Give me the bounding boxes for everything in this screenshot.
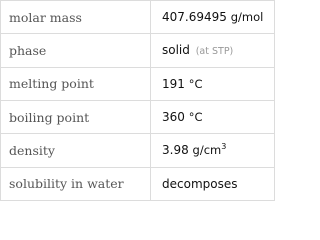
table-row-molar-mass (1, 1, 275, 34)
property-label: melting point (1, 67, 151, 100)
table-row-phase (1, 34, 275, 67)
property-value-cell (151, 34, 275, 67)
property-unit: °C (188, 110, 203, 125)
property-unit: g/mol (230, 10, 264, 25)
property-value: 3.98 (162, 143, 189, 158)
property-label: solubility in water (1, 167, 151, 200)
property-value-cell (151, 134, 275, 167)
property-value-cell (151, 67, 275, 100)
table-row-melting-point (1, 67, 275, 100)
property-qualifier: (at STP) (195, 46, 234, 58)
property-value-cell (151, 1, 275, 34)
table-row-solubility (1, 167, 275, 200)
property-value: 407.69495 (162, 10, 227, 25)
property-label: molar mass (1, 1, 151, 34)
property-value: 191 (162, 76, 185, 91)
property-value-cell (151, 167, 275, 200)
property-value-cell (151, 100, 275, 133)
property-unit: °C (188, 76, 203, 91)
table-row-boiling-point (1, 100, 275, 133)
property-label: boiling point (1, 100, 151, 133)
property-unit (193, 143, 227, 157)
property-value: decomposes (162, 176, 238, 191)
property-unit-base: g/cm (192, 143, 222, 158)
property-value: 360 (162, 110, 185, 125)
table-row-density (1, 134, 275, 167)
property-unit-exponent: 3 (221, 142, 227, 152)
property-label: phase (1, 34, 151, 67)
property-label: density (1, 134, 151, 167)
property-value: solid (162, 43, 190, 58)
